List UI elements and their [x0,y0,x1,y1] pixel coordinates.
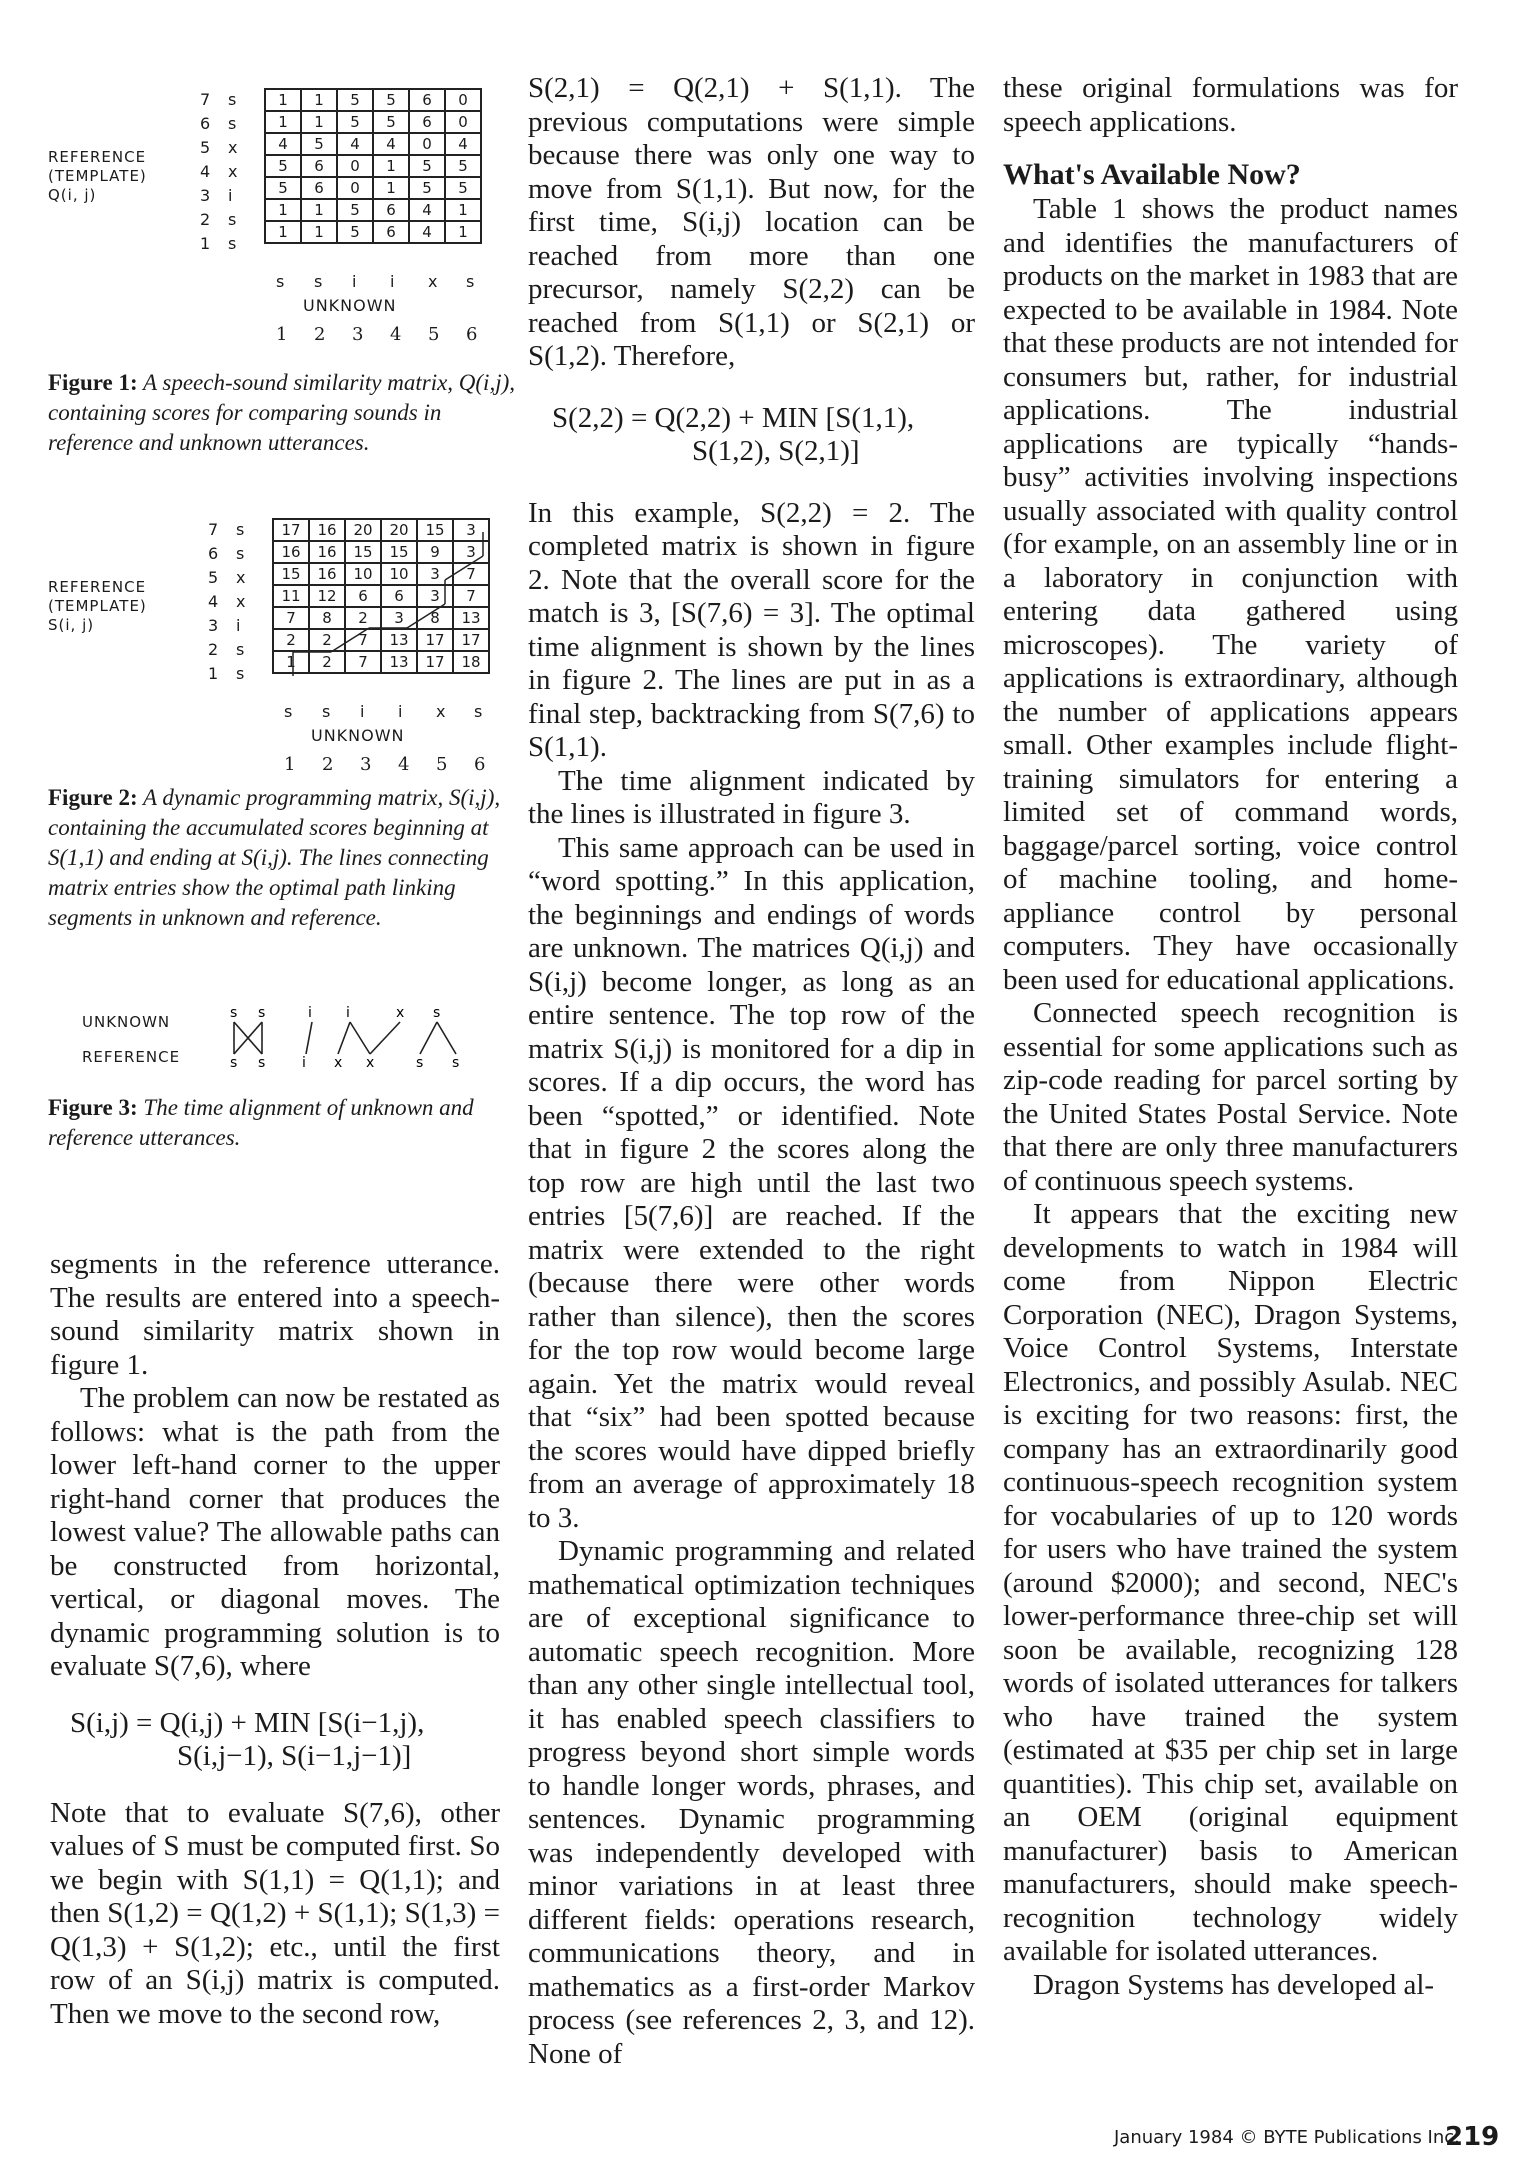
matrix-cell: 18 [453,651,489,673]
column-phone-label: s [314,272,323,291]
matrix-cell: 16 [309,541,345,563]
equation-s22: S(2,2) = Q(2,2) + MIN [S(1,1), S(1,2), S(2,1)] [552,401,915,467]
matrix-cell: 1 [301,199,337,221]
matrix-cell: 1 [373,177,409,199]
matrix-row [265,133,481,155]
matrix-cell: 10 [381,563,417,585]
row-phone-label: s [228,234,237,253]
alignment-link [306,1022,312,1054]
matrix-cell: 13 [381,651,417,673]
row-phone-label: i [236,616,241,635]
matrix-cell: 3 [453,541,489,563]
matrix-cell: 5 [337,199,373,221]
figure-1-matrix [264,88,482,244]
matrix-cell: 1 [301,111,337,133]
matrix-cell: 15 [381,541,417,563]
matrix-cell: 7 [345,629,381,651]
matrix-cell: 7 [345,651,381,673]
matrix-cell: 0 [409,133,445,155]
column-1-paragraph: The problem can now be restated as follows: what is the path from the lower left-hand corner to the upper right-hand corner that produces the lowest value? The allowable paths can be constructed from horizontal, vertical, or diagonal moves. The dynamic programming solution is to evaluate S(7,6), where [50,1382,500,1682]
column-phone-label: s [466,272,475,291]
matrix-cell: 1 [265,221,301,243]
matrix-cell: 1 [273,651,309,673]
matrix-cell: 5 [337,221,373,243]
matrix-cell: 3 [417,563,453,585]
matrix-cell: 6 [301,177,337,199]
column-number-label: 6 [466,324,478,345]
row-phone-label: s [236,664,245,683]
matrix-row [265,221,481,243]
matrix-cell: 16 [273,541,309,563]
column-number-label: 4 [398,754,410,775]
column-2-text [528,72,975,2071]
row-number-label: 6 [208,544,219,563]
column-phone-label: x [428,272,438,291]
column-number-label: 5 [436,754,448,775]
matrix-cell: 6 [409,111,445,133]
reference-phone-label: x [334,1055,343,1071]
matrix-cell: 4 [337,133,373,155]
column-3-paragraph: It appears that the exciting new developments to watch in 1984 will come from Nippon Electric Corporation (NEC), Dragon Systems, Voice Control Systems, Interstate Electronics, and possibly Asulab. NEC is exciting for two reasons: first, the company has an extraordinarily good continuous-speech recognition system for vocabularies of up to 120 words for users who have trained the system (around $2000); and second, NEC's lower-performance three-chip set will soon be available, recognizing 128 words of isolated utterances for talkers who have trained the system (estimated at $35 per chip set in large quantities). This chip set, available on an OEM (original equipment manufacturer) basis to American manufacturers, should make speech-recognition technology widely available for isolated utterances. [1003,1198,1458,1967]
matrix-cell: 16 [309,519,345,541]
column-number-label: 6 [474,754,486,775]
matrix-cell: 5 [373,111,409,133]
matrix-cell: 0 [445,111,481,133]
unknown-phone-label: s [230,1005,238,1021]
matrix-cell: 1 [301,89,337,111]
unknown-phone-label: s [258,1005,266,1021]
column-number-label: 4 [390,324,402,345]
matrix-row [265,111,481,133]
matrix-cell: 20 [381,519,417,541]
row-phone-label: s [236,520,245,539]
figure-2-unknown-label: UNKNOWN [311,726,405,745]
figure-2 [48,518,518,778]
row-phone-label: s [228,114,237,133]
matrix-cell: 6 [381,585,417,607]
optimal-path-segment [407,604,445,628]
matrix-cell: 17 [417,651,453,673]
matrix-cell: 2 [309,651,345,673]
figure-1 [48,88,518,368]
row-phone-label: x [236,592,246,611]
matrix-cell: 17 [417,629,453,651]
optimal-path-segment [331,628,369,652]
matrix-cell: 1 [265,89,301,111]
column-phone-label: s [474,702,483,721]
column-phone-label: i [390,272,395,291]
matrix-cell: 7 [273,607,309,629]
matrix-cell: 0 [337,177,373,199]
matrix-cell: 8 [309,607,345,629]
figure-1-reference-label: REFERENCE (TEMPLATE) Q(i, j) [48,148,147,204]
matrix-cell: 5 [265,155,301,177]
matrix-cell: 4 [373,133,409,155]
row-number-label: 1 [200,234,211,253]
figure-1-caption: Figure 1: A speech-sound similarity matrix, Q(i,j), containing scores for comparing sounds in reference and unknown utterances. [48,370,515,455]
row-phone-label: x [228,138,238,157]
matrix-cell: 1 [445,221,481,243]
matrix-cell: 0 [445,89,481,111]
row-phone-label: i [228,186,233,205]
row-number-label: 4 [208,592,219,611]
column-3-paragraph: these original formulations was for speech applications. [1003,72,1458,138]
column-1-text [50,1248,500,2031]
reference-phone-label: i [302,1055,306,1071]
matrix-cell: 13 [453,607,489,629]
column-3-paragraph: Table 1 shows the product names and identifies the manufacturers of products on the market in 1983 that are expected to be available in 1984. Note that these products are not intended for consumers but, rather, for industrial applications. The industrial applications are typically “hands-busy” activities involving inspections usually associated with quality control (for example, on an assembly line or in a laboratory in conjunction with entering data gathered using microscopes). The variety of applications is extraordinary, although the number of applications appears small. Other examples include flight-training simulators for entering a limited set of command words, baggage/parcel sorting, voice control of machine tooling, and home-appliance control by personal computers. They have occasionally been used for educational applications. [1003,193,1459,996]
matrix-cell: 4 [265,133,301,155]
row-phone-label: s [236,544,245,563]
figure-2-caption: Figure 2: A dynamic programming matrix, S(i,j), containing the accumulated scores beginning at S(1,1) and ending at S(i,j). The lines connecting matrix entries show the optimal path linking segments in unknown and reference. [48,785,501,930]
column-2-paragraph: In this example, S(2,2) = 2. The completed matrix is shown in figure 2. Note that the overall score for the match is 3, [S(7,6) = 3]. The optimal time alignment is shown by the lines in figure 2. The lines are put in as a final step, backtracking from S(7,6) to S(1,1). [528,496,975,763]
row-number-label: 2 [208,640,219,659]
column-2-paragraph: S(2,1) = Q(2,1) + S(1,1). The previous computations were simple because there was only one way to move from S(1,1). But now, for the first time, S(i,j) location can be reached from more than one precursor, namely S(2,2) can be reached from S(1,1) or S(2,1) or S(1,2). Therefore, [528,72,975,372]
matrix-cell: 11 [273,585,309,607]
matrix-cell: 1 [265,199,301,221]
matrix-cell: 3 [453,519,489,541]
matrix-cell: 5 [409,177,445,199]
matrix-cell: 1 [373,155,409,177]
matrix-cell: 15 [273,563,309,585]
reference-phone-label: s [452,1055,460,1071]
matrix-cell: 5 [445,177,481,199]
equation-recurrence: S(i,j) = Q(i,j) + MIN [S(i−1,j), S(i,j−1), S(i−1,j−1)] [70,1706,425,1772]
figure-3 [80,1005,520,1075]
row-number-label: 3 [200,186,211,205]
matrix-cell: 2 [273,629,309,651]
matrix-cell: 17 [273,519,309,541]
matrix-cell: 9 [417,541,453,563]
column-phone-label: i [360,702,365,721]
column-number-label: 2 [322,754,334,775]
column-number-label: 3 [360,754,372,775]
matrix-cell: 15 [417,519,453,541]
reference-phone-label: x [366,1055,375,1071]
row-number-label: 1 [208,664,219,683]
figure-3-reference-label: REFERENCE [82,1048,181,1066]
section-heading: What's Available Now? [1003,158,1301,191]
matrix-cell: 13 [381,629,417,651]
alignment-link [437,1022,456,1054]
page-number: 219 [1445,2122,1500,2152]
column-2-paragraph: This same approach can be used in “word spotting.” In this application, the beginnings and endings of words are unknown. The matrices Q(i,j) and S(i,j) become longer, as long as an entire sentence. The top row of the matrix S(i,j) is monitored for a dip in scores. If a dip occurs, the word has been “spotted,” or identified. Note that in figure 2 the scores along the top row are high until the last two entries [5(7,6)] are reached. If the matrix were extended to the right (because there were other words rather than silence), then the scores for the top row would become large again. Yet the matrix would reveal that “six” had been spotted because the scores would have dipped briefly from an average of approximately 18 to 3. [528,831,975,1534]
unknown-phone-label: i [308,1005,312,1021]
unknown-phone-label: x [396,1005,405,1021]
matrix-cell: 2 [345,607,381,629]
reference-phone-label: s [416,1055,424,1071]
column-number-label: 1 [276,324,288,345]
row-number-label: 7 [208,520,219,539]
unknown-phone-label: i [346,1005,350,1021]
matrix-row [265,155,481,177]
matrix-cell: 1 [445,199,481,221]
column-number-label: 1 [284,754,296,775]
matrix-cell: 1 [301,221,337,243]
column-phone-label: s [322,702,331,721]
column-phone-label: s [284,702,293,721]
optimal-path-segment [445,556,483,580]
matrix-cell: 16 [309,563,345,585]
matrix-cell: 5 [265,177,301,199]
matrix-cell: 6 [409,89,445,111]
column-2-paragraph: Dynamic programming and related mathematical optimization techniques are of exceptional significance to automatic speech recognition. More than any other single intellectual tool, it has enabled speech classifiers to progress beyond short simple words to handle longer words, phrases, and sentences. Dynamic programming was independently developed with minor variations in at least three different fields: operations research, communications theory, and in mathematics as a first-order Markov process (see references 2, 3, and 12). None of [528,1535,975,2070]
column-3-paragraph: Connected speech recognition is essential for some applications such as zip-code reading for parcel sorting by the United States Postal Service. Note that there are only three manufacturers of continuous speech systems. [1003,997,1458,1197]
matrix-cell: 5 [445,155,481,177]
matrix-cell: 4 [409,221,445,243]
column-1-paragraph: Note that to evaluate S(7,6), other values of S must be computed first. So we begin with S(1,1) = Q(1,1); and then S(1,2) = Q(1,2) + S(1,1); S(1,3) = Q(1,3) + S(1,2); etc., until the first row of an S(i,j) matrix is computed. Then we move to the second row, [50,1796,500,2030]
figure-3-unknown-label: UNKNOWN [82,1013,171,1031]
reference-phone-label: s [258,1055,266,1071]
matrix-cell: 3 [381,607,417,629]
column-number-label: 2 [314,324,326,345]
alignment-link [350,1022,370,1054]
matrix-cell: 7 [453,585,489,607]
unknown-phone-label: s [433,1005,441,1021]
matrix-cell: 5 [337,89,373,111]
row-phone-label: s [228,210,237,229]
matrix-cell: 20 [345,519,381,541]
column-phone-label: s [276,272,285,291]
column-3-paragraph: Dragon Systems has developed al- [1033,1968,1435,2001]
matrix-cell: 0 [337,155,373,177]
alignment-link [370,1022,400,1054]
alignment-link [338,1022,350,1054]
matrix-cell: 5 [301,133,337,155]
row-number-label: 4 [200,162,211,181]
matrix-cell: 12 [309,585,345,607]
figure-3-alignment-diagram [220,1005,510,1075]
matrix-cell: 6 [373,199,409,221]
matrix-cell: 3 [417,585,453,607]
column-3-text [1003,72,1458,2002]
figure-2-reference-label: REFERENCE (TEMPLATE) S(i, j) [48,578,147,634]
row-number-label: 7 [200,90,211,109]
figure-3-caption: Figure 3: The time alignment of unknown and reference utterances. [48,1095,474,1150]
row-phone-label: x [236,568,246,587]
matrix-row [265,89,481,111]
matrix-cell: 5 [409,155,445,177]
matrix-cell: 6 [373,221,409,243]
row-phone-label: x [228,162,238,181]
column-phone-label: i [398,702,403,721]
matrix-row [265,177,481,199]
row-number-label: 6 [200,114,211,133]
figure-2-optimal-path [272,518,532,718]
matrix-row [265,199,481,221]
row-number-label: 2 [200,210,211,229]
alignment-link [420,1022,437,1054]
matrix-cell: 4 [409,199,445,221]
matrix-cell: 4 [445,133,481,155]
column-phone-label: x [436,702,446,721]
column-phone-label: i [352,272,357,291]
figure-1-unknown-label: UNKNOWN [303,296,397,315]
reference-phone-label: s [230,1055,238,1071]
matrix-cell: 8 [417,607,453,629]
row-number-label: 5 [200,138,211,157]
column-1-paragraph: segments in the reference utterance. The results are entered into a speech-sound similarity matrix shown in figure 1. [50,1248,500,1381]
matrix-cell: 15 [345,541,381,563]
matrix-cell: 17 [453,629,489,651]
row-phone-label: s [236,640,245,659]
matrix-cell: 1 [265,111,301,133]
row-number-label: 5 [208,568,219,587]
matrix-cell: 7 [453,563,489,585]
column-2-paragraph: The time alignment indicated by the lines is illustrated in figure 3. [528,764,975,830]
row-phone-label: s [228,90,237,109]
column-number-label: 5 [428,324,440,345]
column-number-label: 3 [352,324,364,345]
matrix-cell: 6 [345,585,381,607]
footer-publication: January 1984 © BYTE Publications Inc. [1114,2127,1460,2148]
matrix-cell: 2 [309,629,345,651]
row-number-label: 3 [208,616,219,635]
matrix-cell: 10 [345,563,381,585]
matrix-cell: 5 [337,111,373,133]
matrix-cell: 5 [373,89,409,111]
matrix-cell: 6 [301,155,337,177]
